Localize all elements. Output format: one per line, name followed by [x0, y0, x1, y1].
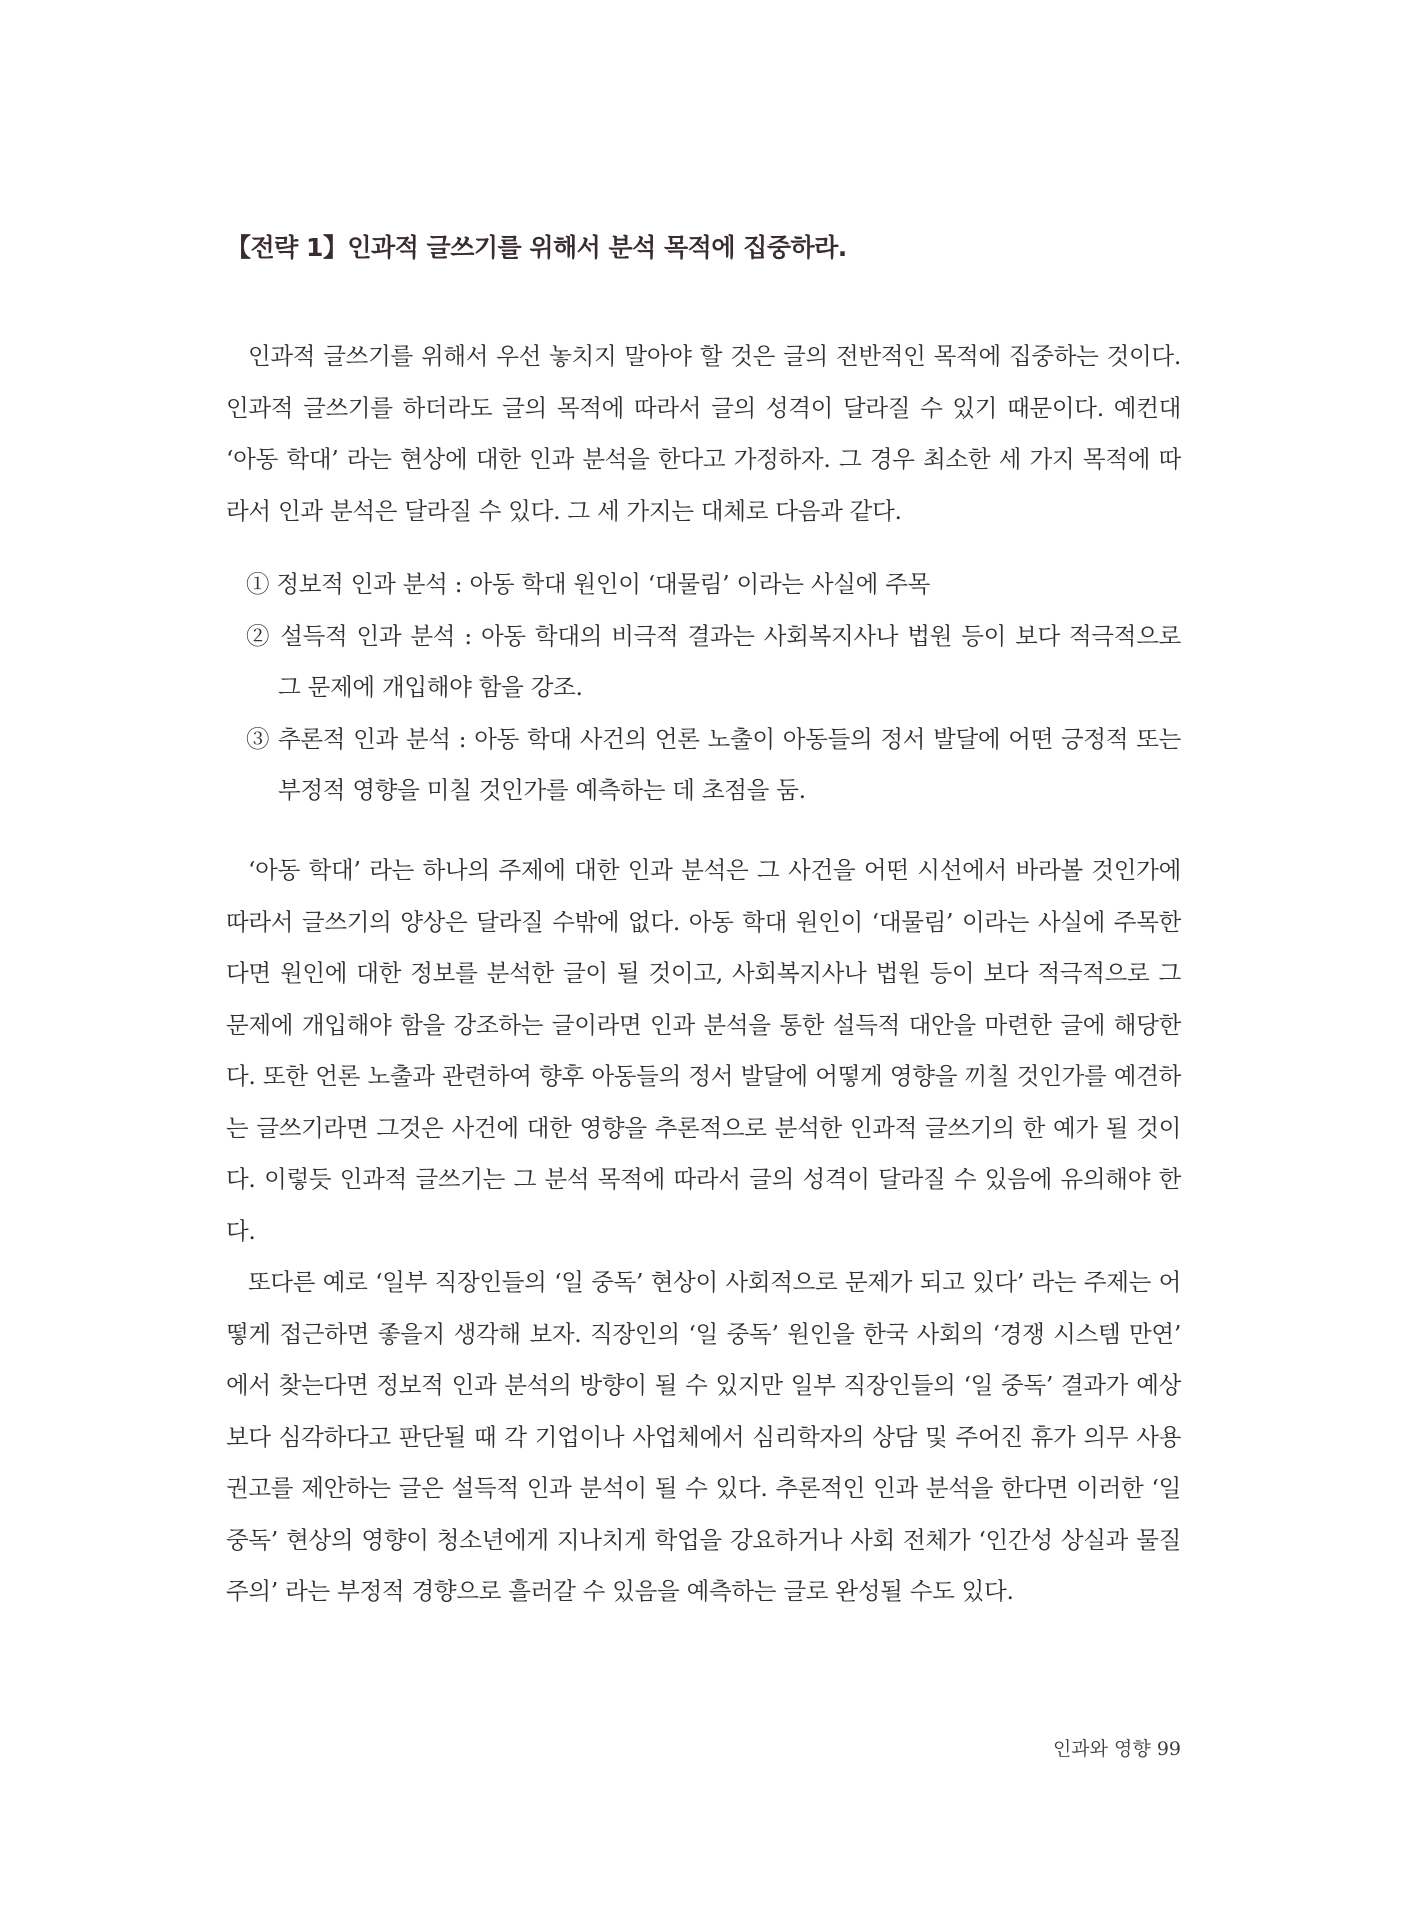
list-item-inferential: ③ 추론적 인과 분석 : 아동 학대 사건의 언론 노출이 아동들의 정서 발달에 어떤 긍정적 또는 부정적 영향을 미칠 것인가를 예측하는 데 초점을 둠.	[246, 724, 1181, 804]
main-paragraph-block	[226, 845, 1181, 1618]
list-item-persuasive: ② 설득적 인과 분석 : 아동 학대의 비극적 결과는 사회복지사나 법원 등이 보다 적극적으로 그 문제에 개입해야 함을 강조.	[246, 621, 1181, 701]
running-section-title: 인과와 영향	[1052, 1738, 1151, 1760]
list-item-informative: ① 정보적 인과 분석 : 아동 학대 원인이 ‘대물림’ 이라는 사실에 주목	[246, 570, 931, 598]
page-number: 99	[1156, 1738, 1181, 1760]
intro-paragraph: 인과적 글쓰기를 위해서 우선 놓치지 말아야 할 것은 글의 전반적인 목적에 집중하는 것이다. 인과적 글쓰기를 하더라도 글의 목적에 따라서 글의 성격이 달라질 수 있기 때문이다. 예컨대 ‘아동 학대’ 라는 현상에 대한 인과 분석을 한다고 가정하자. 그 경우 최소한 세 가지 목적에 따라서 인과 분석은 달라질 수 있다. 그 세 가지는 대체로 다음과 같다.	[226, 342, 1181, 525]
intro-paragraph-block	[226, 331, 1181, 537]
work-addiction-paragraph: 또다른 예로 ‘일부 직장인들의 ‘일 중독’ 현상이 사회적으로 문제가 되고 있다’ 라는 주제는 어떻게 접근하면 좋을지 생각해 보자. 직장인의 ‘일 중독’ 원인을 한국 사회의 ‘경쟁 시스템 만연’ 에서 찾는다면 정보적 인과 분석의 방향이 될 수 있지만 일부 직장인들의 ‘일 중독’ 결과가 예상보다 심각하다고 판단될 때 각 기업이나 사업체에서 심리학자의 상담 및 주어진 휴가 의무 사용 권고를 제안하는 글은 설득적 인과 분석이 될 수 있다. 추론적인 인과 분석을 한다면 이러한 ‘일 중독’ 현상의 영향이 청소년에게 지나치게 학업을 강요하거나 사회 전체가 ‘인간성 상실과 물질주의’ 라는 부정적 경향으로 흘러갈 수 있음을 예측하는 글로 완성될 수도 있다.	[226, 1268, 1181, 1605]
page-footer	[1053, 1734, 1181, 1761]
section-heading: 【전략 1】인과적 글쓰기를 위해서 분석 목적에 집중하라.	[226, 233, 847, 262]
purpose-list	[246, 559, 1181, 817]
child-abuse-paragraph: ‘아동 학대’ 라는 하나의 주제에 대한 인과 분석은 그 사건을 어떤 시선에서 바라볼 것인가에 따라서 글쓰기의 양상은 달라질 수밖에 없다. 아동 학대 원인이 ‘대물림’ 이라는 사실에 주목한다면 원인에 대한 정보를 분석한 글이 될 것이고, 사회복지사나 법원 등이 보다 적극적으로 그 문제에 개입해야 함을 강조하는 글이라면 인과 분석을 통한 설득적 대안을 마련한 글에 해당한다. 또한 언론 노출과 관련하여 향후 아동들의 정서 발달에 어떻게 영향을 끼칠 것인가를 예견하는 글쓰기라면 그것은 사건에 대한 영향을 추론적으로 분석한 인과적 글쓰기의 한 예가 될 것이다. 이렇듯 인과적 글쓰기는 그 분석 목적에 따라서 글의 성격이 달라질 수 있음에 유의해야 한다.	[226, 856, 1181, 1245]
